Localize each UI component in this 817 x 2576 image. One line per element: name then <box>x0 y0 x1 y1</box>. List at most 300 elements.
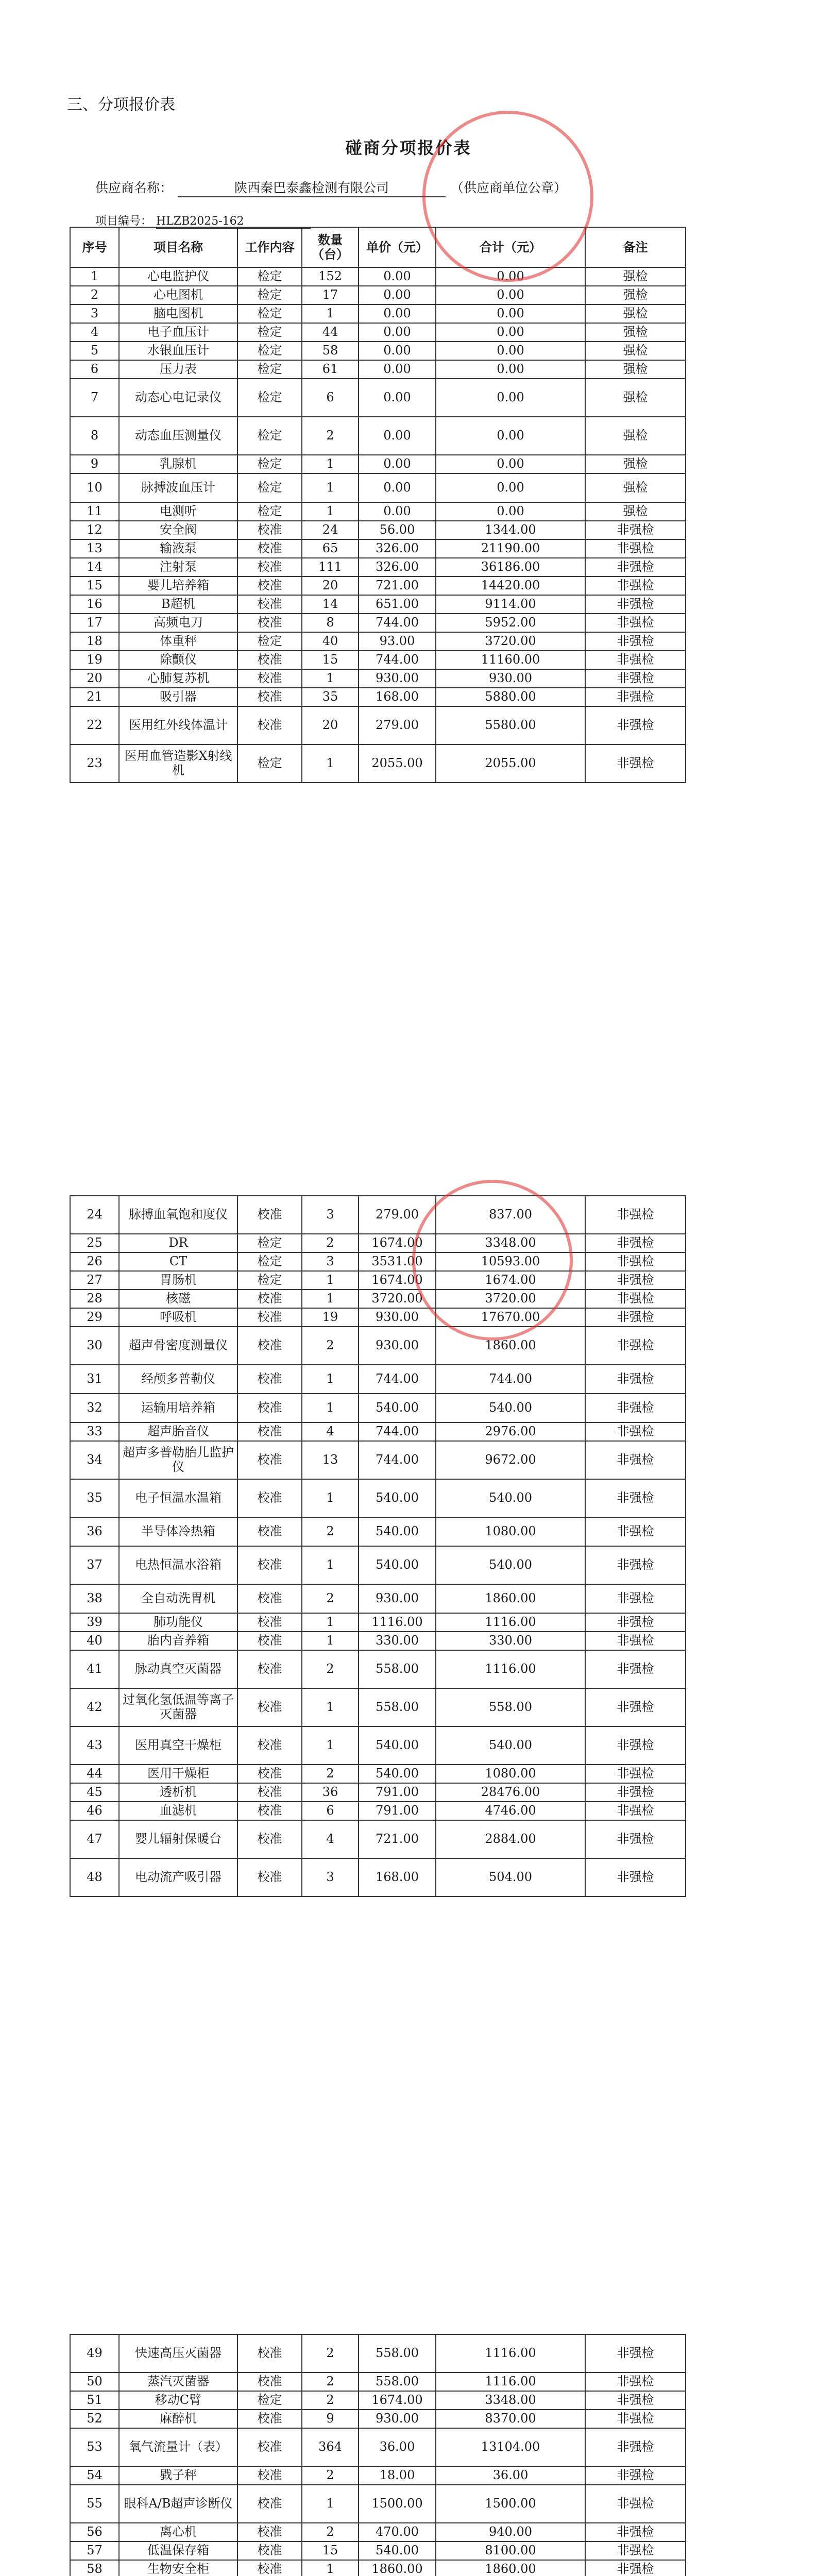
cell-remark: 非强检 <box>585 1327 686 1365</box>
cell-no: 33 <box>70 1422 119 1441</box>
cell-no: 49 <box>70 2334 119 2372</box>
cell-no: 7 <box>70 379 119 417</box>
cell-price: 791.00 <box>359 1802 436 1820</box>
cell-price: 0.00 <box>359 267 436 286</box>
cell-qty: 35 <box>302 688 359 706</box>
cell-price: 540.00 <box>359 1765 436 1783</box>
cell-price: 930.00 <box>359 1327 436 1365</box>
cell-qty: 1 <box>302 473 359 502</box>
cell-qty: 65 <box>302 539 359 558</box>
table-row <box>70 1546 686 1584</box>
cell-qty: 20 <box>302 577 359 595</box>
cell-total: 2884.00 <box>436 1820 585 1858</box>
cell-name: 脉搏血氧饱和度仪 <box>119 1196 237 1234</box>
cell-name: CT <box>119 1252 237 1271</box>
cell-remark: 强检 <box>585 379 686 417</box>
cell-remark: 非强检 <box>585 688 686 706</box>
cell-qty: 1 <box>302 1632 359 1650</box>
cell-name: 超声胎音仪 <box>119 1422 237 1441</box>
cell-work: 检定 <box>237 632 302 651</box>
cell-work: 校准 <box>237 1650 302 1688</box>
cell-work: 校准 <box>237 1765 302 1783</box>
table-row <box>70 521 686 539</box>
table-row <box>70 706 686 744</box>
section-title: 三、分项报价表 <box>67 96 175 114</box>
cell-no: 56 <box>70 2523 119 2541</box>
cell-qty: 40 <box>302 632 359 651</box>
cell-qty: 17 <box>302 286 359 304</box>
cell-work: 检定 <box>237 267 302 286</box>
cell-qty: 1 <box>302 669 359 688</box>
table-row <box>70 1726 686 1765</box>
supplier-note: （供应商单位公章） <box>451 180 567 195</box>
cell-work: 校准 <box>237 1365 302 1394</box>
cell-work: 校准 <box>237 1441 302 1479</box>
cell-work: 校准 <box>237 614 302 632</box>
cell-qty: 1 <box>302 1688 359 1726</box>
table-row <box>70 1858 686 1896</box>
cell-price: 1116.00 <box>359 1613 436 1632</box>
cell-work: 校准 <box>237 558 302 577</box>
cell-no: 21 <box>70 688 119 706</box>
cell-qty: 1 <box>302 1479 359 1517</box>
cell-total: 558.00 <box>436 1688 585 1726</box>
table-row <box>70 417 686 455</box>
cell-name: 胃肠机 <box>119 1271 237 1290</box>
cell-remark: 非强检 <box>585 1517 686 1546</box>
cell-no: 1 <box>70 267 119 286</box>
header-remark: 备注 <box>585 227 686 267</box>
cell-total: 0.00 <box>436 502 585 521</box>
cell-work: 校准 <box>237 2334 302 2372</box>
cell-price: 930.00 <box>359 1584 436 1613</box>
cell-price: 0.00 <box>359 473 436 502</box>
cell-name: 超声骨密度测量仪 <box>119 1327 237 1365</box>
cell-work: 检定 <box>237 1252 302 1271</box>
cell-no: 6 <box>70 360 119 379</box>
cell-no: 31 <box>70 1365 119 1394</box>
cell-name: 运输用培养箱 <box>119 1394 237 1422</box>
cell-work: 检定 <box>237 473 302 502</box>
cell-work: 检定 <box>237 379 302 417</box>
cell-total: 3348.00 <box>436 1234 585 1252</box>
document-title: 碰商分项报价表 <box>345 138 472 158</box>
cell-name: 麻醉机 <box>119 2410 237 2428</box>
cell-total: 540.00 <box>436 1394 585 1422</box>
cell-qty: 1 <box>302 1290 359 1308</box>
cell-remark: 非强检 <box>585 1584 686 1613</box>
cell-remark: 非强检 <box>585 1613 686 1632</box>
cell-remark: 非强检 <box>585 2466 686 2485</box>
cell-remark: 非强检 <box>585 1308 686 1327</box>
cell-price: 791.00 <box>359 1783 436 1802</box>
cell-remark: 非强检 <box>585 539 686 558</box>
cell-qty: 3 <box>302 1858 359 1896</box>
cell-name: 心电图机 <box>119 286 237 304</box>
cell-name: 快速高压灭菌器 <box>119 2334 237 2372</box>
cell-remark: 非强检 <box>585 614 686 632</box>
cell-no: 38 <box>70 1584 119 1613</box>
cell-total: 36.00 <box>436 2466 585 2485</box>
cell-no: 46 <box>70 1802 119 1820</box>
cell-qty: 1 <box>302 1546 359 1584</box>
cell-price: 1674.00 <box>359 1271 436 1290</box>
table-row <box>70 632 686 651</box>
cell-name: 压力表 <box>119 360 237 379</box>
quote-table-page-3 <box>70 2334 686 2576</box>
cell-total: 5952.00 <box>436 614 585 632</box>
cell-total: 1500.00 <box>436 2485 585 2523</box>
table-row <box>70 1517 686 1546</box>
cell-total: 5880.00 <box>436 688 585 706</box>
table-row <box>70 1584 686 1613</box>
cell-remark: 强检 <box>585 286 686 304</box>
cell-remark: 非强检 <box>585 521 686 539</box>
cell-qty: 15 <box>302 2541 359 2560</box>
cell-no: 10 <box>70 473 119 502</box>
table-row <box>70 1632 686 1650</box>
cell-no: 9 <box>70 455 119 473</box>
cell-remark: 强检 <box>585 473 686 502</box>
cell-price: 3720.00 <box>359 1290 436 1308</box>
cell-qty: 1 <box>302 2560 359 2576</box>
cell-price: 558.00 <box>359 1688 436 1726</box>
cell-remark: 强检 <box>585 323 686 342</box>
cell-qty: 15 <box>302 651 359 669</box>
cell-qty: 58 <box>302 342 359 360</box>
table-row <box>70 2485 686 2523</box>
cell-total: 0.00 <box>436 417 585 455</box>
table-row <box>70 2428 686 2466</box>
cell-remark: 非强检 <box>585 558 686 577</box>
table-row <box>70 1820 686 1858</box>
cell-price: 558.00 <box>359 2334 436 2372</box>
cell-total: 21190.00 <box>436 539 585 558</box>
cell-name: 移动C臂 <box>119 2391 237 2410</box>
cell-work: 校准 <box>237 1327 302 1365</box>
table-row <box>70 2410 686 2428</box>
cell-remark: 强检 <box>585 455 686 473</box>
cell-no: 15 <box>70 577 119 595</box>
cell-no: 45 <box>70 1783 119 1802</box>
table-row <box>70 2523 686 2541</box>
cell-price: 36.00 <box>359 2428 436 2466</box>
cell-work: 校准 <box>237 1613 302 1632</box>
cell-no: 5 <box>70 342 119 360</box>
cell-price: 744.00 <box>359 1441 436 1479</box>
cell-name: 蒸汽灭菌器 <box>119 2372 237 2391</box>
cell-price: 930.00 <box>359 2410 436 2428</box>
cell-name: 脑电图机 <box>119 304 237 323</box>
cell-qty: 3 <box>302 1252 359 1271</box>
table-row <box>70 1365 686 1394</box>
table-row <box>70 558 686 577</box>
header-work: 工作内容 <box>237 227 302 267</box>
cell-name: 输液泵 <box>119 539 237 558</box>
cell-qty: 8 <box>302 614 359 632</box>
cell-name: 离心机 <box>119 2523 237 2541</box>
cell-total: 1116.00 <box>436 2372 585 2391</box>
cell-no: 54 <box>70 2466 119 2485</box>
cell-price: 558.00 <box>359 2372 436 2391</box>
cell-qty: 6 <box>302 379 359 417</box>
cell-total: 837.00 <box>436 1196 585 1234</box>
cell-remark: 非强检 <box>585 669 686 688</box>
header-name: 项目名称 <box>119 227 237 267</box>
table-row <box>70 473 686 502</box>
cell-total: 1116.00 <box>436 1650 585 1688</box>
cell-name: 全自动洗胃机 <box>119 1584 237 1613</box>
table-row <box>70 1196 686 1234</box>
cell-no: 25 <box>70 1234 119 1252</box>
table-row <box>70 1234 686 1252</box>
cell-total: 930.00 <box>436 669 585 688</box>
cell-remark: 强检 <box>585 267 686 286</box>
cell-price: 93.00 <box>359 632 436 651</box>
cell-total: 1080.00 <box>436 1517 585 1546</box>
cell-work: 检定 <box>237 1234 302 1252</box>
cell-remark: 非强检 <box>585 632 686 651</box>
cell-qty: 14 <box>302 595 359 614</box>
cell-qty: 3 <box>302 1196 359 1234</box>
cell-no: 40 <box>70 1632 119 1650</box>
table-row <box>70 304 686 323</box>
cell-qty: 2 <box>302 2372 359 2391</box>
header-qty: 数量（台） <box>302 227 359 267</box>
cell-remark: 非强检 <box>585 2410 686 2428</box>
cell-total: 2055.00 <box>436 744 585 783</box>
cell-name: 肺功能仪 <box>119 1613 237 1632</box>
cell-price: 1674.00 <box>359 2391 436 2410</box>
cell-name: 动态血压测量仪 <box>119 417 237 455</box>
table-row <box>70 669 686 688</box>
cell-work: 校准 <box>237 2541 302 2560</box>
cell-price: 0.00 <box>359 417 436 455</box>
cell-remark: 非强检 <box>585 2372 686 2391</box>
header-no: 序号 <box>70 227 119 267</box>
cell-no: 20 <box>70 669 119 688</box>
cell-remark: 非强检 <box>585 706 686 744</box>
cell-remark: 非强检 <box>585 1632 686 1650</box>
cell-no: 58 <box>70 2560 119 2576</box>
cell-price: 1674.00 <box>359 1234 436 1252</box>
cell-qty: 44 <box>302 323 359 342</box>
cell-qty: 1 <box>302 304 359 323</box>
cell-no: 14 <box>70 558 119 577</box>
cell-qty: 2 <box>302 1650 359 1688</box>
cell-name: 眼科A/B超声诊断仪 <box>119 2485 237 2523</box>
cell-name: 半导体冷热箱 <box>119 1517 237 1546</box>
company-seal-1 <box>422 111 593 282</box>
table-row <box>70 379 686 417</box>
cell-price: 0.00 <box>359 286 436 304</box>
cell-price: 744.00 <box>359 1422 436 1441</box>
table-row <box>70 577 686 595</box>
cell-work: 检定 <box>237 744 302 783</box>
cell-no: 44 <box>70 1765 119 1783</box>
cell-price: 540.00 <box>359 1517 436 1546</box>
cell-remark: 非强检 <box>585 1726 686 1765</box>
cell-total: 14420.00 <box>436 577 585 595</box>
cell-name: 戥子秤 <box>119 2466 237 2485</box>
cell-remark: 非强检 <box>585 1765 686 1783</box>
cell-total: 540.00 <box>436 1726 585 1765</box>
cell-work: 校准 <box>237 2485 302 2523</box>
cell-work: 校准 <box>237 2560 302 2576</box>
cell-no: 16 <box>70 595 119 614</box>
cell-total: 36186.00 <box>436 558 585 577</box>
cell-work: 校准 <box>237 1196 302 1234</box>
cell-name: 乳腺机 <box>119 455 237 473</box>
cell-name: 血滤机 <box>119 1802 237 1820</box>
cell-work: 校准 <box>237 2466 302 2485</box>
table-row <box>70 502 686 521</box>
table-row <box>70 360 686 379</box>
cell-work: 校准 <box>237 651 302 669</box>
cell-qty: 2 <box>302 1584 359 1613</box>
cell-price: 744.00 <box>359 651 436 669</box>
cell-remark: 强检 <box>585 360 686 379</box>
cell-no: 41 <box>70 1650 119 1688</box>
cell-total: 504.00 <box>436 1858 585 1896</box>
cell-remark: 非强检 <box>585 1858 686 1896</box>
cell-price: 326.00 <box>359 558 436 577</box>
cell-total: 1860.00 <box>436 2560 585 2576</box>
cell-no: 18 <box>70 632 119 651</box>
cell-work: 检定 <box>237 360 302 379</box>
table-row <box>70 744 686 783</box>
cell-total: 940.00 <box>436 2523 585 2541</box>
cell-remark: 非强检 <box>585 1365 686 1394</box>
cell-price: 279.00 <box>359 706 436 744</box>
cell-remark: 非强检 <box>585 1650 686 1688</box>
cell-remark: 非强检 <box>585 651 686 669</box>
cell-name: 医用红外线体温计 <box>119 706 237 744</box>
cell-qty: 2 <box>302 2523 359 2541</box>
cell-qty: 111 <box>302 558 359 577</box>
cell-total: 540.00 <box>436 1546 585 1584</box>
table-row <box>70 1688 686 1726</box>
cell-name: 电子血压计 <box>119 323 237 342</box>
cell-qty: 1 <box>302 1726 359 1765</box>
cell-remark: 非强检 <box>585 1802 686 1820</box>
cell-qty: 9 <box>302 2410 359 2428</box>
cell-no: 17 <box>70 614 119 632</box>
cell-price: 540.00 <box>359 1546 436 1584</box>
cell-qty: 19 <box>302 1308 359 1327</box>
cell-qty: 364 <box>302 2428 359 2466</box>
cell-remark: 非强检 <box>585 1783 686 1802</box>
cell-price: 744.00 <box>359 1365 436 1394</box>
cell-price: 1500.00 <box>359 2485 436 2523</box>
cell-total: 9672.00 <box>436 1441 585 1479</box>
cell-price: 1860.00 <box>359 2560 436 2576</box>
table-row <box>70 2560 686 2576</box>
cell-work: 检定 <box>237 304 302 323</box>
cell-total: 8100.00 <box>436 2541 585 2560</box>
cell-total: 3348.00 <box>436 2391 585 2410</box>
cell-work: 校准 <box>237 1632 302 1650</box>
table-row <box>70 1422 686 1441</box>
cell-name: 除颤仪 <box>119 651 237 669</box>
cell-remark: 强检 <box>585 502 686 521</box>
cell-price: 330.00 <box>359 1632 436 1650</box>
cell-remark: 非强检 <box>585 2523 686 2541</box>
cell-name: 心电监护仪 <box>119 267 237 286</box>
cell-price: 651.00 <box>359 595 436 614</box>
cell-name: 吸引器 <box>119 688 237 706</box>
cell-name: 超声多普勒胎儿监护仪 <box>119 1441 237 1479</box>
cell-name: 医用血管造影X射线机 <box>119 744 237 783</box>
table-row <box>70 1252 686 1271</box>
cell-name: 核磁 <box>119 1290 237 1308</box>
cell-name: 注射泵 <box>119 558 237 577</box>
supplier-name: 陕西秦巴泰鑫检测有限公司 <box>178 178 446 197</box>
cell-name: 透析机 <box>119 1783 237 1802</box>
cell-work: 检定 <box>237 1271 302 1290</box>
cell-price: 326.00 <box>359 539 436 558</box>
cell-qty: 1 <box>302 1365 359 1394</box>
cell-total: 5580.00 <box>436 706 585 744</box>
cell-total: 0.00 <box>436 473 585 502</box>
cell-name: 医用干燥柜 <box>119 1765 237 1783</box>
table-row <box>70 1783 686 1802</box>
table-row <box>70 595 686 614</box>
cell-no: 57 <box>70 2541 119 2560</box>
cell-total: 1860.00 <box>436 1327 585 1365</box>
cell-work: 校准 <box>237 669 302 688</box>
cell-no: 22 <box>70 706 119 744</box>
cell-price: 0.00 <box>359 455 436 473</box>
cell-work: 校准 <box>237 1394 302 1422</box>
cell-work: 检定 <box>237 455 302 473</box>
cell-total: 0.00 <box>436 286 585 304</box>
table-row <box>70 1650 686 1688</box>
cell-remark: 非强检 <box>585 1394 686 1422</box>
cell-qty: 4 <box>302 1820 359 1858</box>
cell-no: 13 <box>70 539 119 558</box>
cell-price: 3531.00 <box>359 1252 436 1271</box>
cell-qty: 36 <box>302 1783 359 1802</box>
table-row <box>70 2391 686 2410</box>
cell-qty: 4 <box>302 1422 359 1441</box>
cell-qty: 1 <box>302 502 359 521</box>
cell-no: 26 <box>70 1252 119 1271</box>
cell-name: 电热恒温水浴箱 <box>119 1546 237 1584</box>
cell-name: B超机 <box>119 595 237 614</box>
table-row <box>70 2334 686 2372</box>
cell-price: 168.00 <box>359 688 436 706</box>
cell-remark: 非强检 <box>585 1290 686 1308</box>
cell-no: 51 <box>70 2391 119 2410</box>
cell-total: 0.00 <box>436 267 585 286</box>
cell-qty: 2 <box>302 1517 359 1546</box>
cell-work: 检定 <box>237 342 302 360</box>
cell-remark: 非强检 <box>585 1271 686 1290</box>
cell-name: 安全阀 <box>119 521 237 539</box>
cell-remark: 非强检 <box>585 2560 686 2576</box>
cell-remark: 非强检 <box>585 1422 686 1441</box>
cell-no: 42 <box>70 1688 119 1726</box>
cell-name: 过氧化氢低温等离子灭菌器 <box>119 1688 237 1726</box>
cell-qty: 152 <box>302 267 359 286</box>
cell-total: 540.00 <box>436 1479 585 1517</box>
cell-remark: 非强检 <box>585 1546 686 1584</box>
cell-no: 36 <box>70 1517 119 1546</box>
cell-no: 3 <box>70 304 119 323</box>
cell-no: 4 <box>70 323 119 342</box>
cell-name: DR <box>119 1234 237 1252</box>
